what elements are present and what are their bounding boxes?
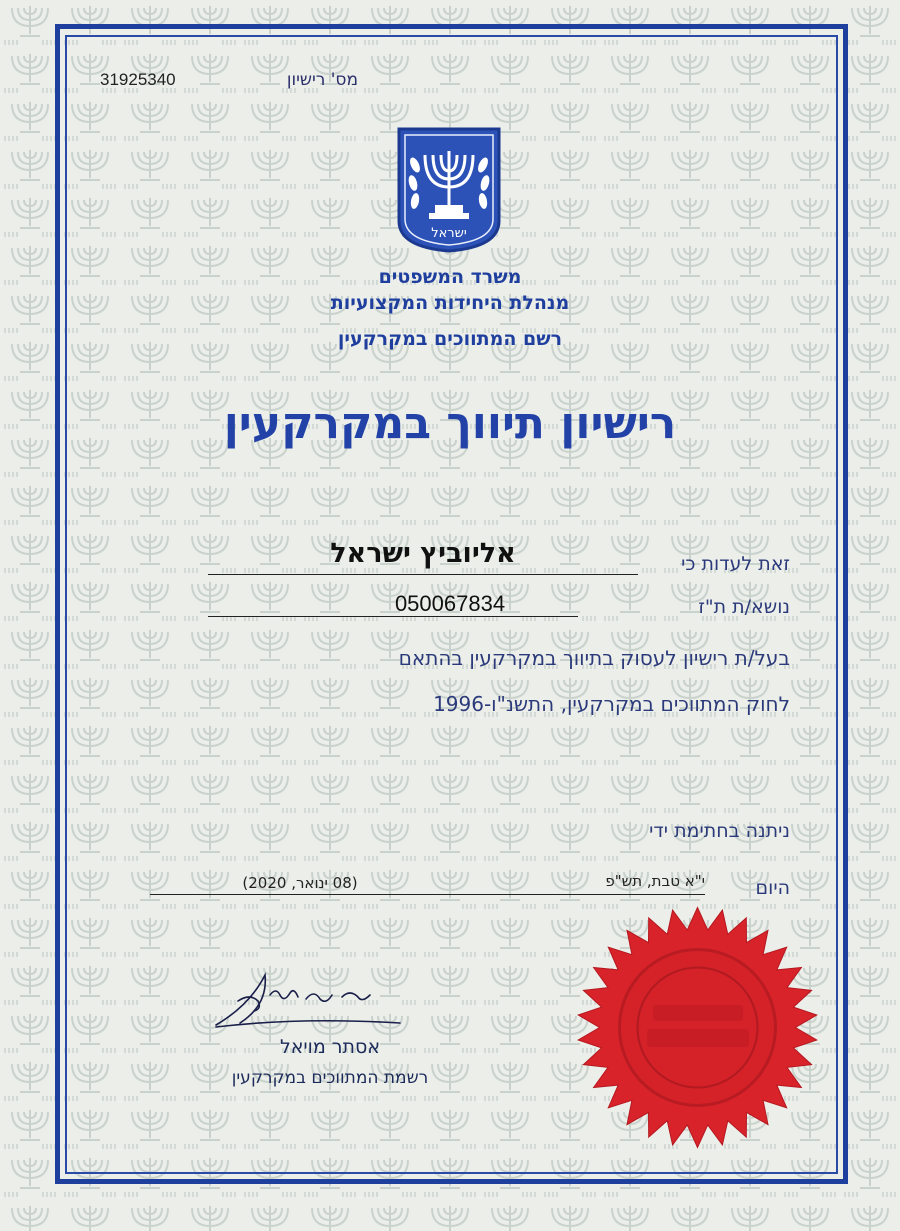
date-underline xyxy=(150,894,705,895)
signer-name: אסתר מויאל xyxy=(279,1036,381,1058)
administration-name: מנהלת היחידות המקצועיות xyxy=(330,292,570,314)
body-line-2: לחוק המתווכים במקרקעין, התשנ"ו-1996 xyxy=(433,692,790,716)
day-label: היום xyxy=(755,877,790,899)
signature-icon xyxy=(210,965,410,1035)
hebrew-date: י"א טבת, תש"פ xyxy=(605,872,705,890)
ministry-name: משרד המשפטים xyxy=(378,266,522,288)
document-title: רישיון תיווך במקרקעין xyxy=(223,398,677,449)
menorah-emblem-icon xyxy=(395,125,503,253)
red-seal-icon xyxy=(575,905,820,1150)
attest-label: זאת לעדות כי xyxy=(681,553,790,575)
serial-number: 31925340 xyxy=(100,70,176,89)
signed-label: ניתנה בחתימת ידי xyxy=(649,820,790,842)
holder-name: אליוביץ ישראל xyxy=(330,538,516,569)
id-number: 050067834 xyxy=(394,591,506,616)
name-underline xyxy=(208,574,638,575)
emblem-caption: ישראל xyxy=(431,226,467,241)
id-label: נושא/ת ת"ז xyxy=(698,596,790,618)
gregorian-date: (08 ינואר, 2020) xyxy=(242,874,358,892)
signer-role: רשמת המתווכים במקרקעין xyxy=(231,1068,429,1088)
registry-name: רשם המתווכים במקרקעין xyxy=(337,328,563,350)
serial-label: מס' רישיון xyxy=(286,70,358,90)
body-line-1: בעל/ת רישיון לעסוק בתיווך במקרקעין בהתאם xyxy=(398,646,790,670)
